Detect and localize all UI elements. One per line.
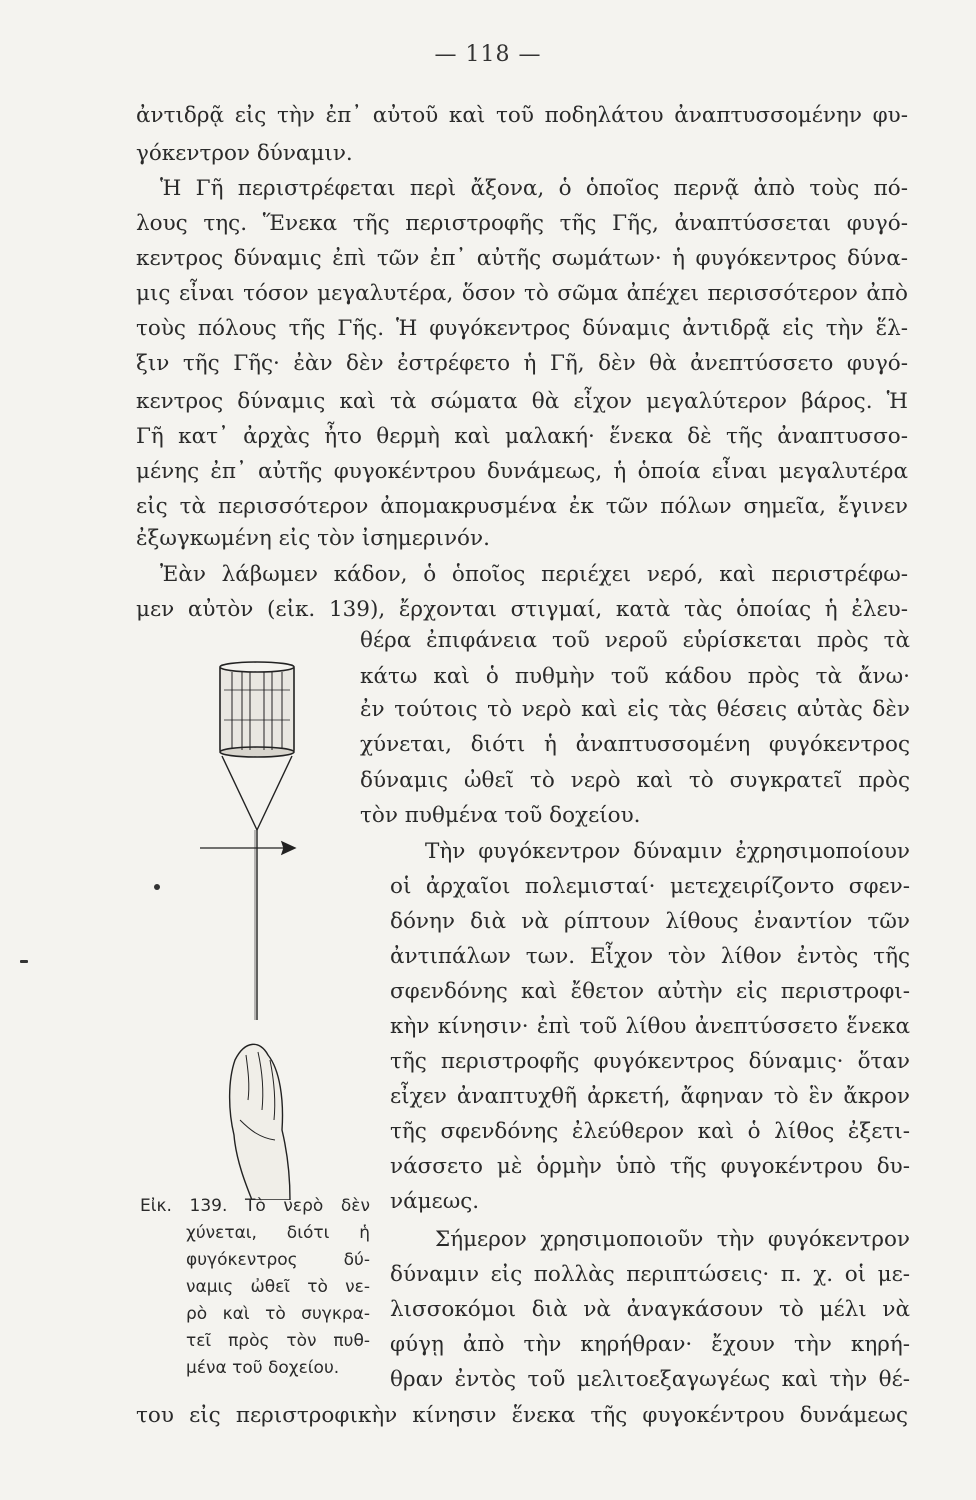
- text-line: κεντρος δύναμις καὶ τὰ σώματα θὰ εἶχον μεγαλύτερον βάρος. Ἡ: [136, 389, 908, 414]
- caption-line: ναμις ὠθεῖ τὸ νε-: [186, 1277, 370, 1297]
- caption-line: μένα τοῦ δοχείου.: [186, 1358, 340, 1378]
- cord: [222, 756, 292, 1020]
- text-line: Γῆ κατ᾽ ἀρχὰς ἦτο θερμὴ καὶ μαλακή· ἕνεκα δὲ τῆς ἀναπτυσσο-: [136, 424, 908, 449]
- text-line: κεντρος δύναμις ἐπὶ τῶν ἐπ᾽ αὐτῆς σωμάτων· ἡ φυγόκεντρος δύνα-: [136, 246, 908, 271]
- hand-icon: [230, 1044, 290, 1200]
- caption-line: Εἰκ. 139. Τὸ νερὸ δὲν: [140, 1196, 370, 1216]
- text-line: Σήμερον χρησιμοποιοῦν τὴν φυγόκεντρον: [435, 1227, 910, 1252]
- text-line: ἐν τούτοις τὸ νερὸ καὶ εἰς τὰς θέσεις αὐτὰς δὲν: [360, 697, 910, 722]
- text-line: τὸν πυθμένα τοῦ δοχείου.: [360, 803, 641, 828]
- text-line: λισσοκόμοι διὰ νὰ ἀναγκάσουν τὸ μέλι νὰ: [390, 1297, 910, 1322]
- caption-line: ρὸ καὶ τὸ συγκρα-: [186, 1304, 370, 1324]
- text-line: Ἡ Γῆ περιστρέφεται περὶ ἄξονα, ὁ ὁποῖος περνᾷ ἀπὸ τοὺς πό-: [160, 176, 908, 201]
- text-line: κάτω καὶ ὁ πυθμὴν τοῦ κάδου πρὸς τὰ ἄνω·: [360, 664, 910, 689]
- text-line: ἀντιπάλων των. Εἶχον τὸν λίθον ἐντὸς τῆς: [390, 944, 910, 969]
- text-line: δύναμιν εἰς πολλὰς περιπτώσεις· π. χ. οἱ με-: [390, 1262, 910, 1287]
- print-speck: [20, 960, 28, 963]
- text-line: εἰς τὰ περισσότερον ἀπομακρυσμένα ἐκ τῶν πόλων σημεῖα, ἔγινεν: [136, 494, 908, 519]
- bucket-icon: [220, 662, 294, 757]
- text-line: γόκεντρον δύναμιν.: [136, 141, 353, 166]
- text-line: κὴν κίνησιν· ἐπὶ τοῦ λίθου ἀνεπτύσσετο ἕνεκα: [390, 1014, 910, 1039]
- text-line: τῆς περιστροφῆς φυγόκεντρος δύναμις· ὅταν: [390, 1049, 910, 1074]
- text-line: δύναμις ὠθεῖ τὸ νερὸ καὶ τὸ συγκρατεῖ πρὸς: [360, 768, 910, 793]
- text-line: Τὴν φυγόκεντρον δύναμιν ἐχρησιμοποίουν: [425, 839, 910, 864]
- text-line: λους της. Ἕνεκα τῆς περιστροφῆς τῆς Γῆς, ἀναπτύσσεται φυγό-: [136, 211, 908, 236]
- text-line: ξιν τῆς Γῆς· ἐὰν δὲν ἐστρέφετο ἡ Γῆ, δὲν θὰ ἀνεπτύσσετο φυγό-: [136, 351, 908, 376]
- caption-line: χύνεται, διότι ἡ: [186, 1223, 370, 1243]
- text-line: σφενδόνης καὶ ἔθετον αὐτὴν εἰς περιστροφι-: [390, 979, 910, 1004]
- text-line: Ἐὰν λάβωμεν κάδον, ὁ ὁποῖος περιέχει νερό, καὶ περιστρέφω-: [160, 562, 908, 587]
- text-line: φύγῃ ἀπὸ τὴν κηρήθραν· ἔχουν τὴν κηρή-: [390, 1332, 910, 1357]
- text-line: οἱ ἀρχαῖοι πολεμισταί· μετεχειρίζοντο σφεν-: [390, 874, 910, 899]
- text-line: ἐξωγκωμένη εἰς τὸν ἰσημερινόν.: [136, 526, 490, 551]
- text-line: εἶχεν ἀναπτυχθῆ ἀρκετή, ἄφηναν τὸ ἓν ἄκρον: [390, 1084, 910, 1109]
- text-line: μις εἶναι τόσον μεγαλυτέρα, ὅσον τὸ σῶμα ἀπέχει περισσότερον ἀπὸ: [136, 281, 908, 306]
- text-line: μένης ἐπ᾽ αὐτῆς φυγοκέντρου δυνάμεως, ἡ ὁποία εἶναι μεγαλυτέρα: [136, 459, 908, 484]
- page-number: — 118 —: [434, 42, 542, 67]
- figure-caption: [140, 1193, 370, 1382]
- text-line: τοὺς πόλους τῆς Γῆς. Ἡ φυγόκεντρος δύναμις ἀντιδρᾷ εἰς τὴν ἕλ-: [136, 316, 908, 341]
- text-line: δόνην διὰ νὰ ρίπτουν λίθους ἐναντίον τῶν: [390, 909, 910, 934]
- text-line: θέρα ἐπιφάνεια τοῦ νεροῦ εὑρίσκεται πρὸς τὰ: [360, 628, 910, 653]
- text-line: νάσσετο μὲ ὁρμὴν ὑπὸ τῆς φυγοκέντρου δυ-: [390, 1154, 910, 1179]
- figure-139-bucket-illustration: [150, 660, 380, 1200]
- text-line: χύνεται, διότι ἡ ἀναπτυσσομένη φυγόκεντρος: [360, 732, 910, 757]
- rotation-arrow-icon: [200, 842, 295, 854]
- caption-line: φυγόκεντρος δύ-: [186, 1250, 370, 1270]
- text-line: του εἰς περιστροφικὴν κίνησιν ἕνεκα τῆς φυγοκέντρου δυνάμεως: [136, 1403, 908, 1428]
- caption-line: τεῖ πρὸς τὸν πυθ-: [186, 1331, 370, 1351]
- text-line: ἀντιδρᾷ εἰς τὴν ἐπ᾽ αὐτοῦ καὶ τοῦ ποδηλάτου ἀναπτυσσομένην φυ-: [136, 103, 908, 128]
- print-speck: [154, 884, 160, 890]
- text-line: μεν αὐτὸν (εἰκ. 139), ἔρχονται στιγμαί, κατὰ τὰς ὁποίας ἡ ἐλευ-: [136, 597, 908, 622]
- text-line: θραν ἐντὸς τοῦ μελιτοεξαγωγέως καὶ τὴν θέ-: [390, 1367, 910, 1392]
- text-line: τῆς σφενδόνης ἐλεύθερον καὶ ὁ λίθος ἐξετι-: [390, 1119, 910, 1144]
- text-line: νάμεως.: [390, 1189, 480, 1214]
